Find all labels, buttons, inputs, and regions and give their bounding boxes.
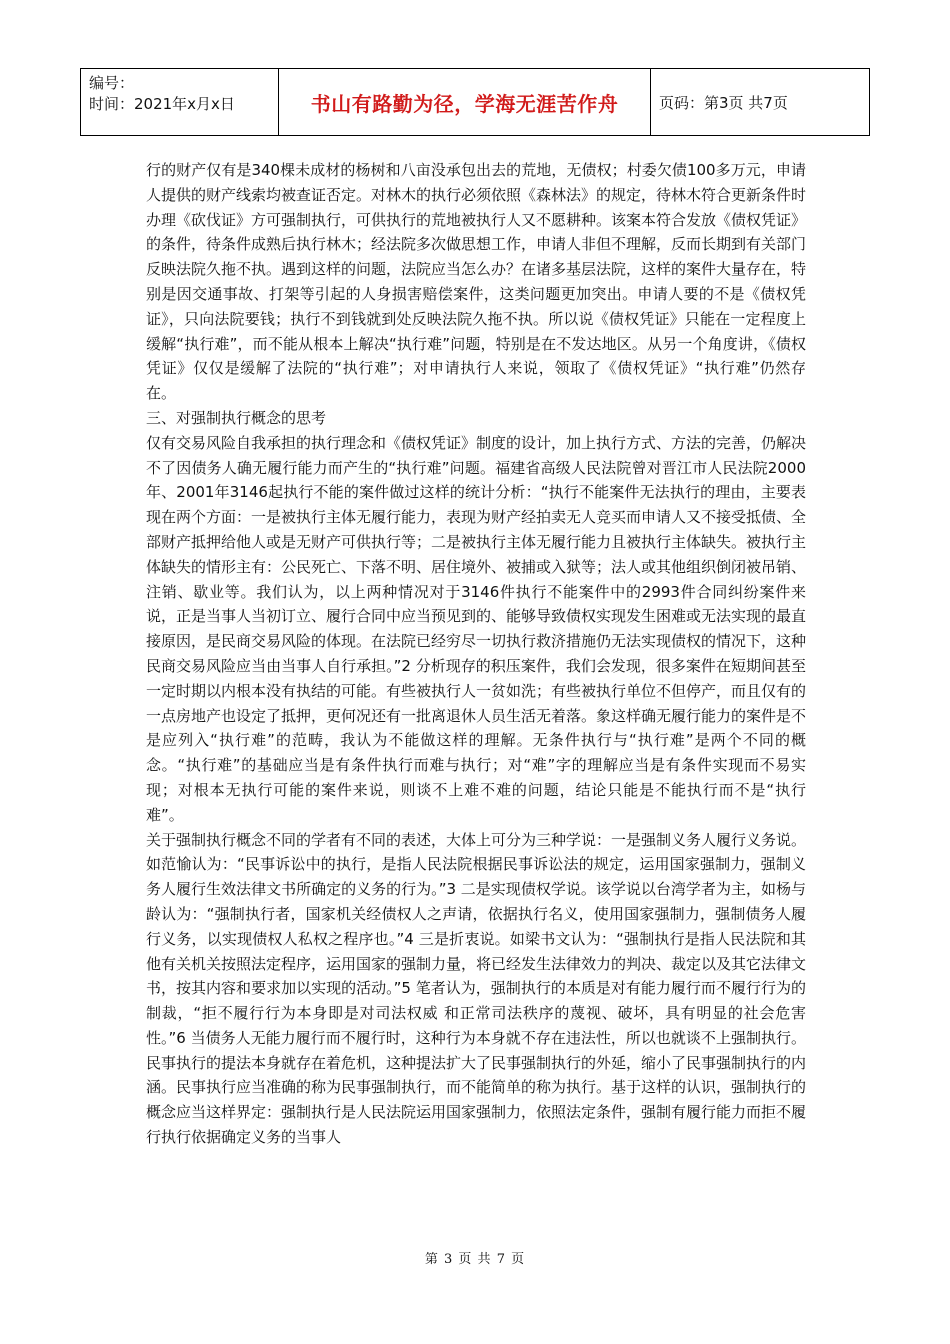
header-page-label: 页码：第3页 共7页 (659, 93, 788, 112)
document-header (80, 68, 870, 136)
doc-number-label: 编号： (89, 74, 135, 92)
paragraph: 仅有交易风险自我承担的执行理念和《债权凭证》制度的设计，加上执行方式、方法的完善，仍解决不了因债务人确无履行能力而产生的“执行难”问题。福建省高级人民法院曾对晋江市人民法院2000年、2001年3146起执行不能的案件做过这样的统计分析：“执行不能案件无法执行的理由，主要表现在两个方面：一是被执行主体无履行能力，表现为财产经拍卖无人竞买而申请人又不接受抵债、全部财产抵押给他人或是无财产可供执行等；二是被执行主体无履行能力且被执行主体缺失。被执行主体缺失的情形主有：公民死亡、下落不明、居住境外、被捕或入狱等；法人或其他组织倒闭被吊销、注销、歇业等。我们认为，以上两种情况对于3146件执行不能案件中的2993件合同纠纷案件来说，正是当事人当初订立、履行合同中应当预见到的、能够导致债权实现发生困难或无法实现的最直接原因，是民商交易风险的体现。在法院已经穷尽一切执行救济措施仍无法实现债权的情况下，这种民商交易风险应当由当事人自行承担。”2 分析现存的积压案件，我们会发现，很多案件在短期间甚至一定时期以内根本没有执结的可能。有些被执行人一贫如洗；有些被执行单位不但停产，而且仅有的一点房地产也设定了抵押，更何况还有一批离退休人员生活无着落。象这样确无履行能力的案件是不是应列入“执行难”的范畴，我认为不能做这样的理解。无条件执行与“执行难”是两个不同的概念。“执行难”的基础应当是有条件执行而难与执行；对“难”字的理解应当是有条件实现而不易实现；对根本无执行可能的案件来说，则谈不上难不难的问题，结论只能是不能执行而不是“执行难”。 (146, 433, 807, 824)
document-body (146, 158, 806, 1150)
section-heading: 三、对强制执行概念的思考 (146, 408, 327, 427)
header-motto: 书山有路勤为径，学海无涯苦作舟 (279, 69, 651, 135)
paragraph: 关于强制执行概念不同的学者有不同的表述，大体上可分为三种学说：一是强制义务人履行义务说。如范愉认为：“民事诉讼中的执行，是指人民法院根据民事诉讼法的规定，运用国家强制力，强制义务人履行生效法律文书所确定的义务的行为。”3 二是实现债权学说。该学说以台湾学者为主，如杨与龄认为：“强制执行者，国家机关经债权人之声请，依据执行名义，使用国家强制力，强制债务人履行义务，以实现债权人私权之程序也。”4 三是折衷说。如梁书文认为：“强制执行是指人民法院和其他有关机关按照法定程序，运用国家的强制力量，将已经发生法律效力的判决、裁定以及其它法律文书，按其内容和要求加以实现的活动。”5 笔者认为，强制执行的本质是对有能力履行而不履行行为的制裁，“拒不履行行为本身即是对司法权威 和正常司法秩序的蔑视、破坏，具有明显的社会危害性。”6 当债务人无能力履行而不履行时，这种行为本身就不存在违法性，所以也就谈不上强制执行。民事执行的提法本身就存在着危机，这种提法扩大了民事强制执行的外延，缩小了民事强制执行的内涵。民事执行应当准确的称为民事强制执行，而不能简单的称为执行。基于这样的认识，强制执行的概念应当这样界定：强制执行是人民法院运用国家强制力，依照法定条件，强制有履行能力而拒不履行执行依据确定义务的当事人 (146, 830, 807, 1147)
page-footer: 第 3 页 共 7 页 (424, 1252, 526, 1267)
doc-date-label: 时间：2021年x月x日 (89, 95, 235, 113)
header-meta (81, 69, 279, 135)
paragraph: 行的财产仅有是340棵未成材的杨树和八亩没承包出去的荒地，无债权；村委欠债100多万元，申请人提供的财产线索均被查证否定。对林木的执行必须依照《森林法》的规定，待林木符合更新条件时办理《砍伐证》方可强制执行，可供执行的荒地被执行人又不愿耕种。该案本符合发放《债权凭证》的条件，待条件成熟后执行林木；经法院多次做思想工作，申请人非但不理解，反而长期到有关部门反映法院久拖不执。遇到这样的问题，法院应当怎么办？在诸多基层法院，这样的案件大量存在，特别是因交通事故、打架等引起的人身损害赔偿案件，这类问题更加突出。申请人要的不是《债权凭证》，只向法院要钱；执行不到钱就到处反映法院久拖不执。所以说《债权凭证》只能在一定程度上缓解“执行难”，而不能从根本上解决“执行难”问题，特别是在不发达地区。从另一个角度讲，《债权凭证》仅仅是缓解了法院的“执行难”；对申请执行人来说，领取了《债权凭证》“执行难”仍然存在。 (146, 161, 807, 403)
